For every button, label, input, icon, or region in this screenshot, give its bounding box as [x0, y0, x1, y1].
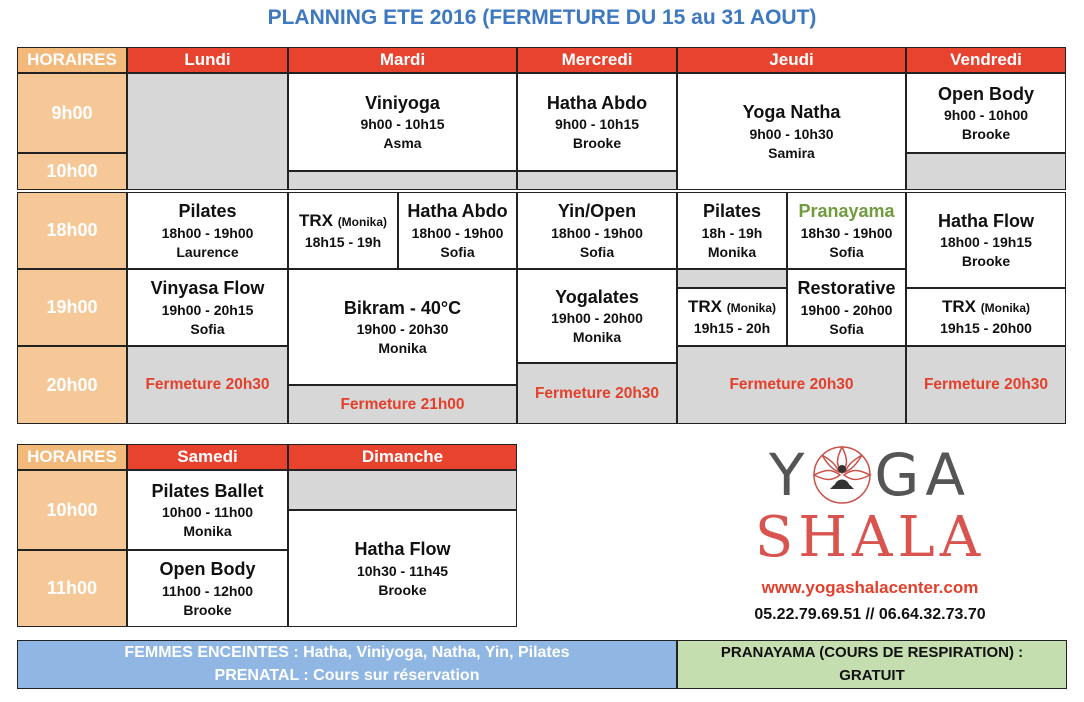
header-lundi: Lundi — [127, 47, 288, 73]
logo-yoga-right: GA — [874, 441, 972, 509]
empty-slot — [906, 153, 1066, 190]
class-teacher: Brooke — [378, 581, 427, 598]
class-dimanche-hatha-flow[interactable] — [288, 510, 517, 627]
class-teacher: Sofia — [190, 320, 225, 337]
time-19h00: 19h00 — [17, 269, 127, 346]
class-teacher: Sofia — [579, 243, 615, 260]
class-teacher: Monika — [378, 340, 427, 357]
header-mercredi: Mercredi — [517, 47, 677, 73]
class-name-text: TRX — [687, 297, 722, 317]
empty-slot — [677, 269, 787, 288]
class-jeudi-yoga-natha[interactable] — [677, 73, 906, 190]
class-name: Yogalates — [555, 286, 639, 307]
class-name — [942, 296, 1030, 319]
class-teacher: Asma — [383, 135, 422, 152]
class-time: 9h00 - 10h00 — [943, 107, 1029, 124]
class-time: 10h30 - 11h45 — [356, 562, 449, 579]
class-name: Restorative — [797, 278, 896, 299]
phone-numbers: 05.22.79.69.51 // 06.64.32.73.70 — [754, 606, 986, 623]
class-mardi-hatha-abdo[interactable] — [398, 192, 517, 269]
class-time: 18h15 - 19h — [304, 233, 382, 250]
empty-slot — [127, 73, 288, 190]
footer-line-2: PRENATAL : Cours sur réservation — [214, 667, 480, 684]
website-link[interactable]: www.yogashalacenter.com — [761, 578, 979, 597]
class-name-sub: (Monika) — [337, 214, 388, 229]
class-name: Hatha Flow — [937, 210, 1034, 231]
header-jeudi: Jeudi — [677, 47, 906, 73]
header-vendredi: Vendredi — [906, 47, 1066, 73]
class-teacher: Sofia — [829, 320, 864, 337]
class-teacher: Monika — [183, 523, 232, 540]
logo-shala: SHALA — [754, 505, 986, 570]
header-horaires-weekend: HORAIRES — [17, 444, 127, 470]
time-10h00-weekend: 10h00 — [17, 470, 127, 550]
class-teacher: Samira — [768, 144, 815, 161]
header-dimanche: Dimanche — [288, 444, 517, 470]
class-name: Viniyoga — [365, 92, 440, 113]
time-10h00: 10h00 — [17, 153, 127, 190]
closure-mardi: Fermeture 21h00 — [288, 385, 517, 424]
class-mardi-bikram[interactable] — [288, 269, 517, 385]
class-time: 18h - 19h — [701, 224, 763, 241]
class-name-sub: (Monika) — [726, 301, 777, 316]
class-jeudi-pranayama[interactable] — [787, 192, 906, 269]
closure-jeudi: Fermeture 20h30 — [677, 346, 906, 424]
class-time: 18h00 - 19h00 — [161, 224, 254, 241]
lotus-meditation-icon — [810, 443, 874, 507]
class-mercredi-hatha-abdo[interactable] — [517, 73, 677, 171]
class-teacher: Monika — [572, 329, 622, 346]
class-time: 19h15 - 20h00 — [940, 320, 1032, 337]
time-18h00: 18h00 — [17, 192, 127, 269]
class-name: Hatha Abdo — [407, 201, 508, 222]
class-mardi-trx[interactable] — [288, 192, 398, 269]
class-time: 19h00 - 20h30 — [356, 321, 449, 338]
page-title: PLANNING ETE 2016 (FERMETURE DU 15 au 31 AOUT) — [267, 6, 817, 29]
class-time: 9h00 - 10h30 — [749, 125, 834, 142]
class-name-text: TRX — [298, 210, 333, 230]
class-teacher: Brooke — [961, 126, 1011, 143]
closure-mercredi: Fermeture 20h30 — [517, 363, 677, 424]
footer-line-1: FEMMES ENCEINTES : Hatha, Viniyoga, Natha, Yin, Pilates — [124, 644, 570, 661]
class-time: 18h00 - 19h00 — [411, 224, 504, 241]
class-time: 9h00 - 10h15 — [554, 116, 640, 133]
empty-slot — [288, 171, 517, 190]
class-name: Open Body — [159, 559, 256, 580]
class-samedi-pilates-ballet[interactable] — [127, 470, 288, 550]
closure-lundi: Fermeture 20h30 — [127, 346, 288, 424]
class-name: Pilates — [702, 201, 762, 222]
footer-info — [17, 640, 677, 689]
logo-yoga-left: Y — [768, 441, 811, 509]
class-name: Hatha Abdo — [546, 92, 648, 113]
class-time: 19h15 - 20h — [693, 320, 771, 337]
class-vendredi-hatha-flow[interactable] — [906, 192, 1066, 288]
class-teacher: Monika — [707, 243, 757, 260]
class-time: 19h00 - 20h00 — [800, 301, 893, 318]
class-jeudi-pilates[interactable] — [677, 192, 787, 269]
class-name-sub: (Monika) — [980, 301, 1031, 316]
class-name: Open Body — [937, 83, 1034, 104]
class-name: Yin/Open — [557, 201, 637, 222]
class-time: 18h00 - 19h00 — [551, 224, 643, 241]
class-lundi-pilates[interactable] — [127, 192, 288, 269]
class-time: 19h00 - 20h00 — [551, 310, 643, 327]
class-vendredi-trx[interactable] — [906, 288, 1066, 346]
class-name: Vinyasa Flow — [150, 278, 265, 299]
class-jeudi-trx[interactable] — [677, 288, 787, 346]
time-20h00: 20h00 — [17, 346, 127, 424]
pranayama-line-1: PRANAYAMA (COURS DE RESPIRATION) : — [720, 644, 1024, 661]
class-time: 19h00 - 20h15 — [161, 301, 254, 318]
class-teacher: Sofia — [829, 243, 864, 260]
class-time: 10h00 - 11h00 — [161, 504, 254, 521]
class-name: Bikram - 40°C — [343, 297, 462, 318]
class-name: Pranayama — [798, 201, 895, 222]
class-name: Hatha Flow — [354, 539, 451, 560]
class-vendredi-open-body[interactable] — [906, 73, 1066, 153]
time-9h00: 9h00 — [17, 73, 127, 153]
class-name: Yoga Natha — [742, 102, 841, 123]
class-teacher: Brooke — [572, 135, 622, 152]
class-teacher: Laurence — [176, 243, 239, 260]
class-name — [299, 210, 387, 233]
class-time: 9h00 - 10h15 — [360, 116, 445, 133]
empty-slot — [517, 171, 677, 190]
class-teacher: Sofia — [440, 243, 475, 260]
class-teacher: Brooke — [961, 253, 1011, 270]
footer-pranayama — [677, 640, 1067, 689]
class-teacher: Brooke — [183, 601, 232, 618]
class-lundi-vinyasa-flow[interactable] — [127, 269, 288, 346]
class-jeudi-restorative[interactable] — [787, 269, 906, 346]
logo-yoga — [740, 440, 1000, 510]
class-name: Pilates Ballet — [151, 480, 264, 501]
class-name — [688, 296, 776, 319]
class-time: 18h30 - 19h00 — [800, 224, 893, 241]
class-name: Pilates — [178, 201, 237, 222]
pranayama-line-2: GRATUIT — [839, 667, 905, 684]
header-samedi: Samedi — [127, 444, 288, 470]
closure-vendredi: Fermeture 20h30 — [906, 346, 1066, 424]
class-time: 18h00 - 19h15 — [940, 234, 1032, 251]
empty-slot — [288, 470, 517, 510]
class-time: 11h00 - 12h00 — [161, 582, 254, 599]
time-11h00-weekend: 11h00 — [17, 550, 127, 627]
class-mercredi-yogalates[interactable] — [517, 269, 677, 363]
class-name-text: TRX — [941, 297, 976, 317]
class-samedi-open-body[interactable] — [127, 550, 288, 627]
class-mardi-viniyoga[interactable] — [288, 73, 517, 171]
header-horaires: HORAIRES — [17, 47, 127, 73]
class-mercredi-yin-open[interactable] — [517, 192, 677, 269]
header-mardi: Mardi — [288, 47, 517, 73]
